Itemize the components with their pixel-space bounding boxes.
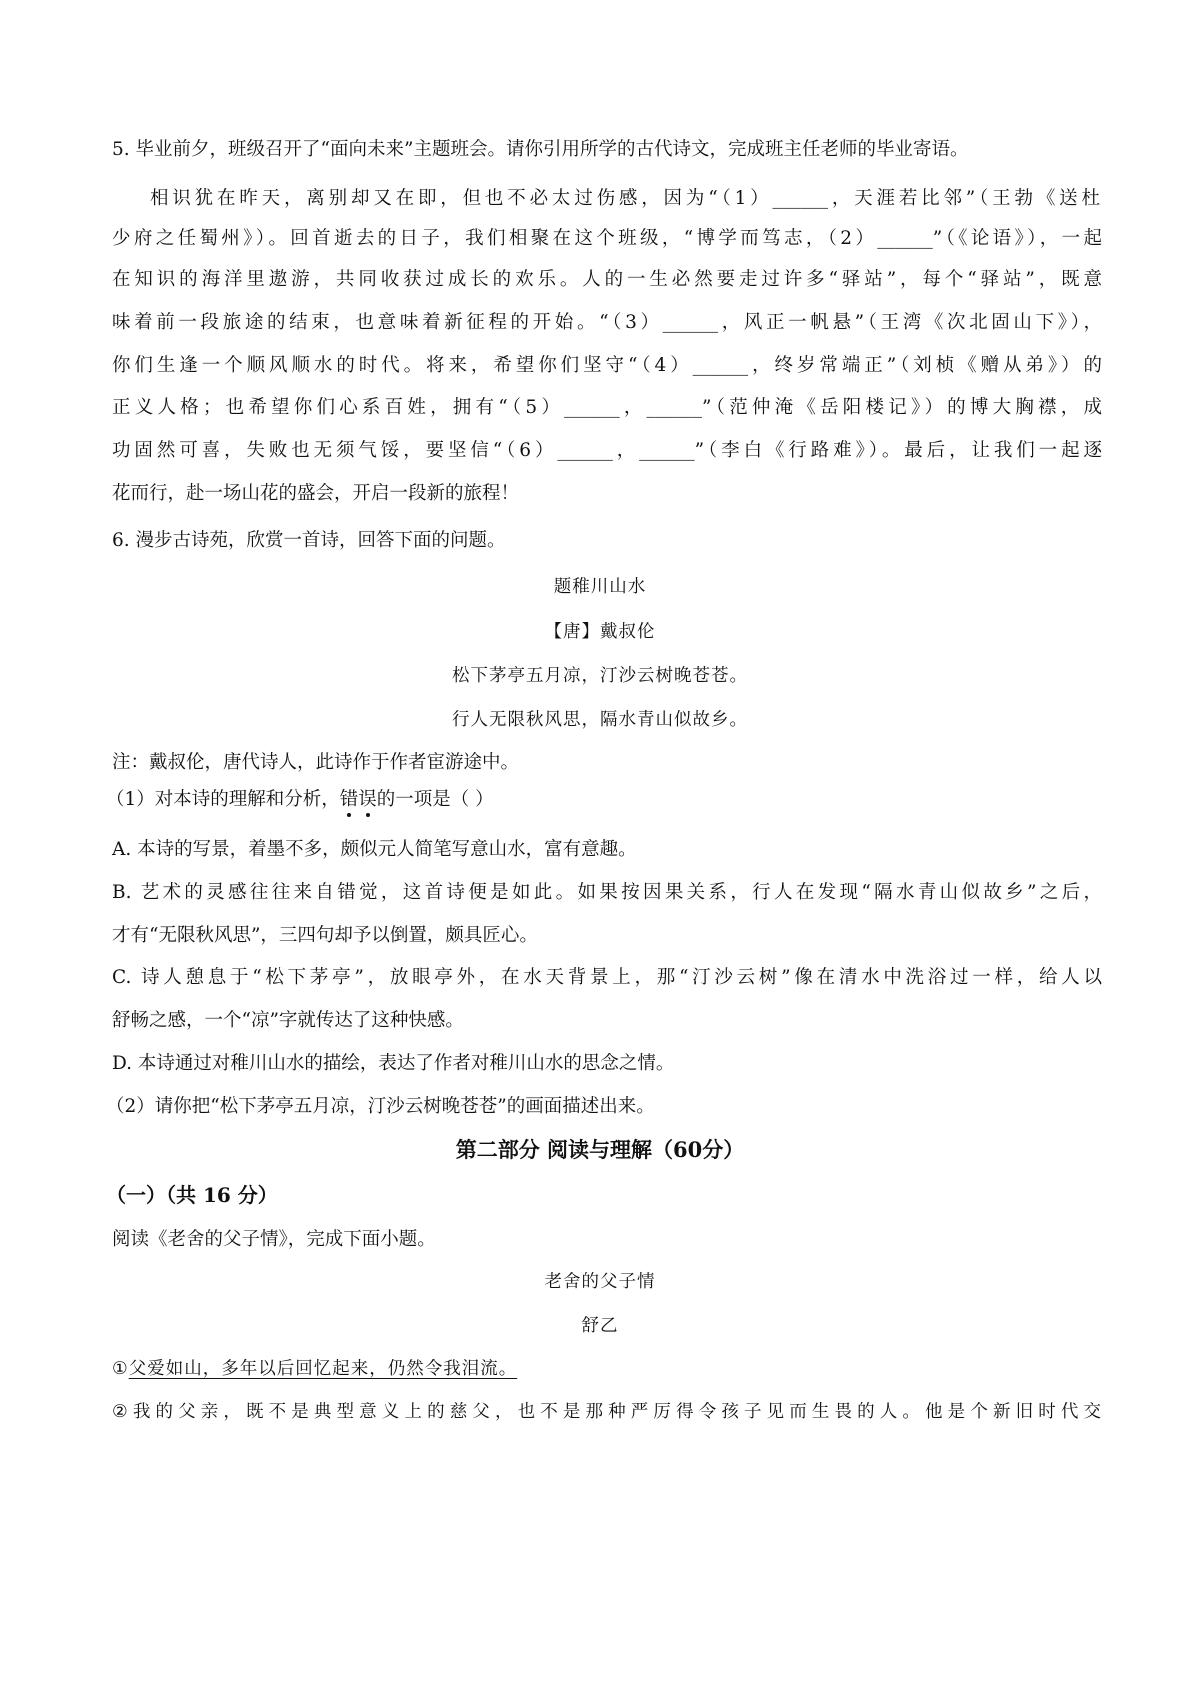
underlined-sentence: 父爱如山，多年以后回忆起来，仍然令我泪流。 xyxy=(128,1359,518,1379)
part2-title: 第二部分 阅读与理解（60分） xyxy=(455,1137,745,1162)
poem-line-2: 行人无限秋风思，隔水青山似故乡。 xyxy=(452,710,748,730)
q5-line-2: 少府之任蜀州》）。回首逝去的日子，我们相聚在这个班级，“博学而笃志，（2）______”（《论语》），一起 xyxy=(112,228,1102,249)
emphasis-dot xyxy=(347,813,351,817)
q5-line-3: 在知识的海洋里遨游，共同收获过成长的欢乐。人的一生必然要走过许多“驿站”，每个“驿站”，既意 xyxy=(112,269,1102,290)
q6-sub1 xyxy=(106,788,1096,812)
emphasis-dot xyxy=(366,813,370,817)
option-d: D. 本诗通过对稚川山水的描绘，表达了作者对稚川山水的思念之情。 xyxy=(112,1053,675,1074)
q6-sub1-prefix: （1）对本诗的理解和分析， xyxy=(106,789,340,810)
emphasis-word xyxy=(340,789,377,810)
option-b-line-2: 才有“无限秋风思”，三四句却予以倒置，颇具匠心。 xyxy=(112,925,538,946)
poem-line-1: 松下茅亭五月凉，汀沙云树晚苍苍。 xyxy=(452,666,748,686)
option-c-line-1: C. 诗人憩息于“松下茅亭”，放眼亭外，在水天背景上，那“汀沙云树”像在清水中洗浴过一样，给人以 xyxy=(112,967,1102,988)
article-title: 老舍的父子情 xyxy=(544,1272,656,1292)
option-c-line-2: 舒畅之感，一个“凉”字就传达了这种快感。 xyxy=(112,1010,464,1031)
paragraph-number: ① xyxy=(112,1359,129,1379)
option-b-line-1: B. 艺术的灵感往往来自错觉，这首诗便是如此。如果按因果关系，行人在发现“隔水青山似故乡”之后， xyxy=(112,882,1102,903)
article-author: 舒乙 xyxy=(581,1316,619,1336)
emphasis-text: 错误 xyxy=(339,789,377,810)
poem-author: 【唐】戴叔伦 xyxy=(544,622,656,642)
q5-line-5: 你们生逢一个顺风顺水的时代。将来，希望你们坚守“（4）______，终岁常端正”（刘桢《赠从弟》）的 xyxy=(112,355,1102,376)
q6-stem: 6. 漫步古诗苑，欣赏一首诗，回答下面的问题。 xyxy=(112,530,506,551)
q5-line-7: 功固然可喜，失败也无须气馁，要坚信“（6）______，______”（李白《行路难》）。最后，让我们一起逐 xyxy=(112,440,1102,461)
q5-line-1: 相识犹在昨天，离别却又在即，但也不必太过伤感，因为“（1）______，天涯若比邻”（王勃《送杜 xyxy=(150,188,1100,209)
q6-sub1-suffix: 的一项是（ ） xyxy=(376,789,494,810)
q5-line-4: 味着前一段旅途的结束，也意味着新征程的开始。“（3）______，风正一帆悬”（王湾《次北固山下》）， xyxy=(112,312,1102,333)
section-heading: （一）（共 16 分） xyxy=(106,1183,278,1207)
q6-sub2: （2）请你把“松下茅亭五月凉，汀沙云树晚苍苍”的画面描述出来。 xyxy=(106,1096,655,1117)
q5-line-8: 花而行，赴一场山花的盛会，开启一段新的旅程！ xyxy=(112,483,520,504)
article-paragraph-1 xyxy=(112,1357,1102,1381)
q5-stem: 5. 毕业前夕，班级召开了“面向未来”主题班会。请你引用所学的古代诗文，完成班主任老师的毕业寄语。 xyxy=(112,139,969,160)
q5-line-6: 正义人格；也希望你们心系百姓，拥有“（5）______，______”（范仲淹《岳阳楼记》）的博大胸襟，成 xyxy=(112,397,1102,418)
reading-instruction: 阅读《老舍的父子情》，完成下面小题。 xyxy=(112,1229,436,1250)
poem-note: 注：戴叔伦，唐代诗人，此诗作于作者宦游途中。 xyxy=(112,752,520,773)
poem-title: 题稚川山水 xyxy=(553,577,647,597)
article-paragraph-2: ②我的父亲，既不是典型意义上的慈父，也不是那种严厉得令孩子见而生畏的人。他是个新旧时代交 xyxy=(112,1402,1102,1422)
option-a: A. 本诗的写景，着墨不多，颇似元人简笔写意山水，富有意趣。 xyxy=(112,839,637,860)
